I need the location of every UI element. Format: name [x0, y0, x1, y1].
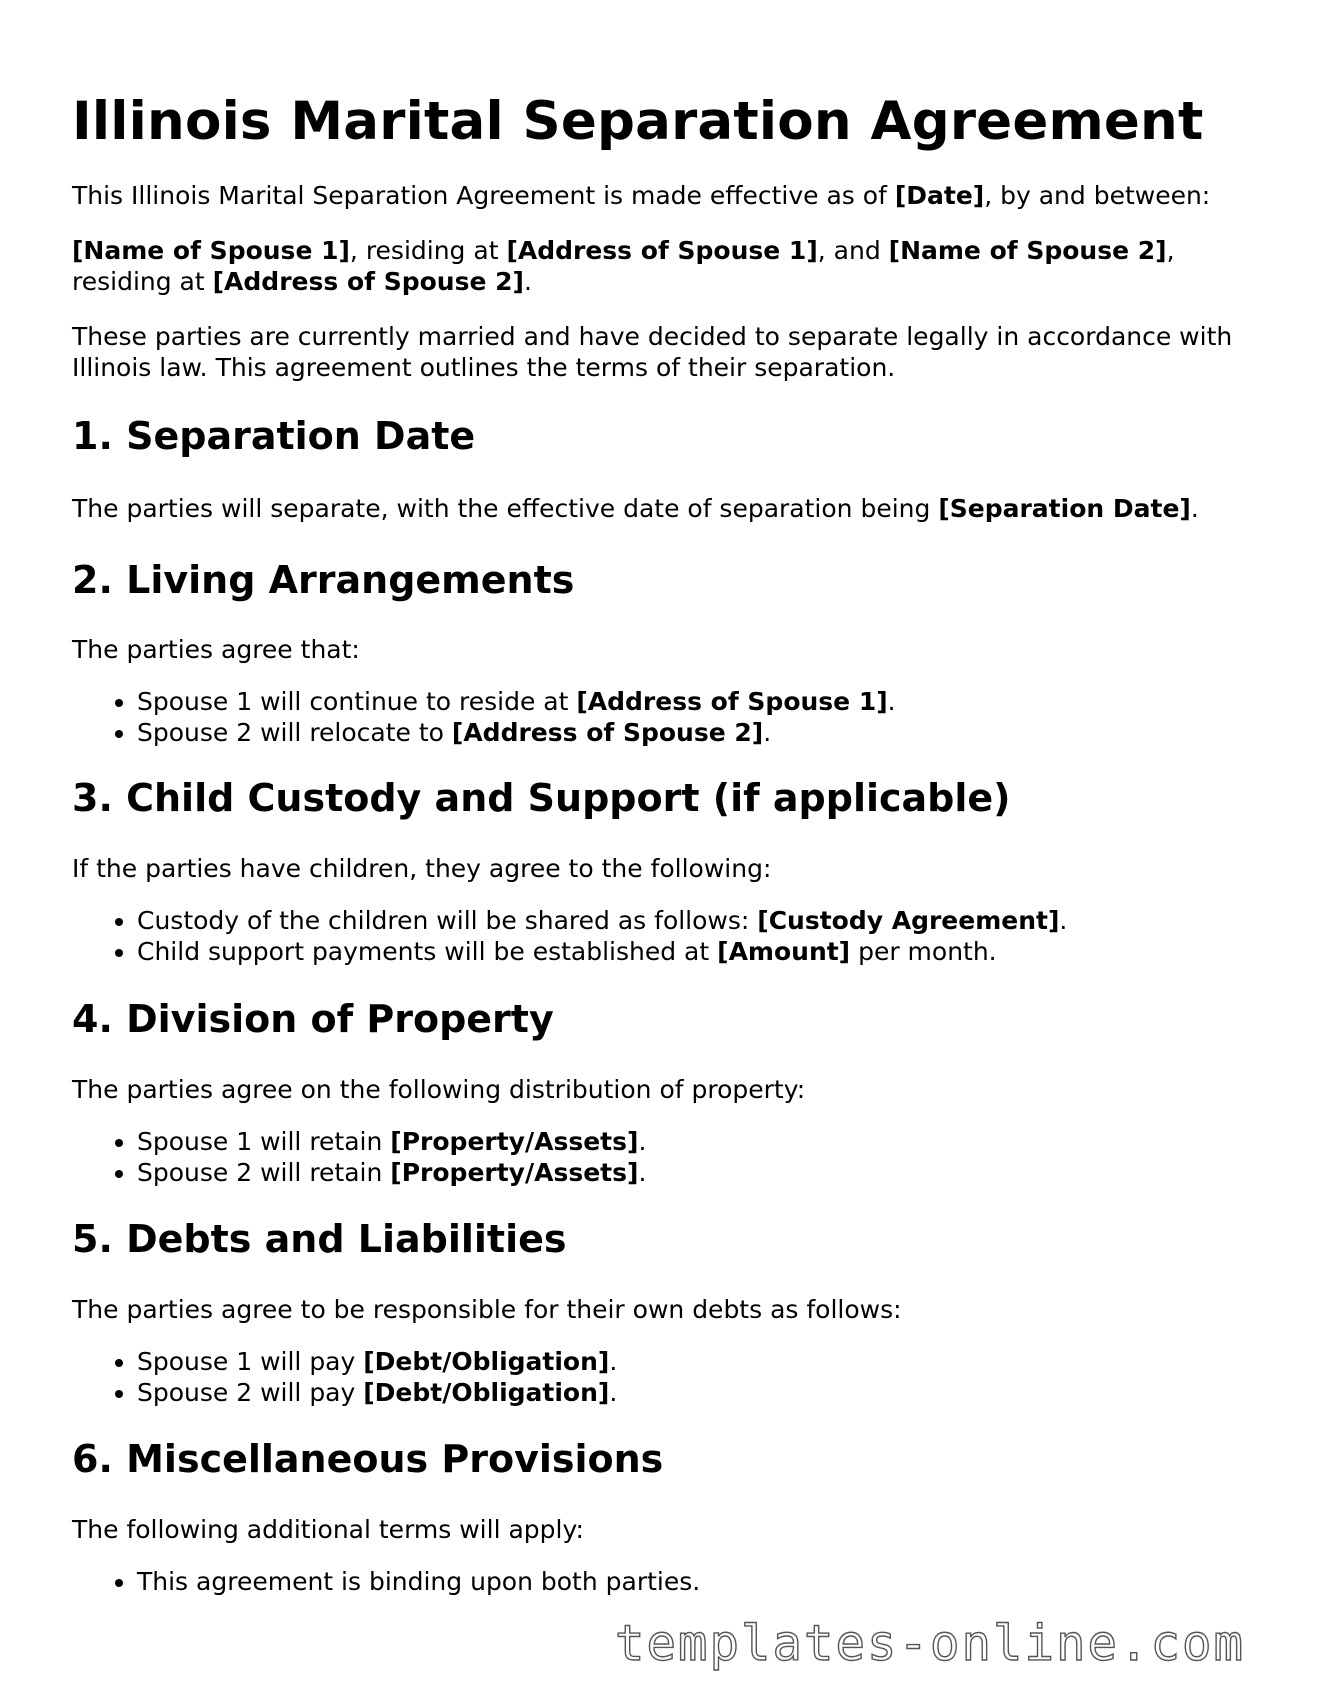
spouse1-address-field: [Address of Spouse 1]	[506, 236, 818, 265]
list-item	[137, 717, 1252, 748]
list-item-text: Spouse 2 will retain	[137, 1158, 391, 1187]
section-lead-child-custody: If the parties have children, they agree to the following:	[72, 854, 772, 883]
list-item	[137, 905, 1252, 936]
document-page	[72, 0, 1252, 1597]
list-item-text: Child support payments will be established at	[137, 937, 718, 966]
section-lead-living-arrangements: The parties agree that:	[72, 635, 360, 664]
list-item	[137, 936, 1252, 967]
spouse2-address-field: [Address of Spouse 2]	[212, 267, 524, 296]
list-item-text: .	[638, 1158, 647, 1187]
section-lead-debts-and-liabilities: The parties agree to be responsible for their own debts as follows:	[72, 1295, 902, 1324]
intro-text: , residing at	[349, 236, 507, 265]
section-text-separation-date	[72, 493, 1252, 524]
section-heading-separation-date: 1. Separation Date	[72, 414, 476, 458]
amount-field: [Amount]	[717, 937, 851, 966]
watermark: templates-online.com	[615, 1615, 1246, 1672]
intro-text: , residing at	[72, 236, 1175, 296]
section-heading-debts-and-liabilities: 5. Debts and Liabilities	[72, 1217, 567, 1261]
list-item-text: .	[638, 1127, 647, 1156]
intro-text: , and	[817, 236, 889, 265]
date-field: [Date]	[894, 181, 985, 210]
spouse2-address-field: [Address of Spouse 2]	[451, 718, 764, 747]
intro-purpose: These parties are currently married and have decided to separate legally in accordance with Illinois law. This agreement outlines the terms of their separation.	[72, 322, 1233, 382]
list-item	[137, 1157, 1252, 1188]
miscellaneous-provisions-list	[72, 1566, 1252, 1597]
custody-agreement-field: [Custody Agreement]	[757, 906, 1060, 935]
section-lead-miscellaneous-provisions: The following additional terms will apply:	[72, 1515, 584, 1544]
list-item-text: Spouse 1 will pay	[137, 1347, 364, 1376]
living-arrangements-list	[72, 686, 1252, 748]
list-item	[137, 1346, 1252, 1377]
property-assets-field: [Property/Assets]	[390, 1158, 639, 1187]
section-heading-child-custody: 3. Child Custody and Support (if applicable)	[72, 776, 1011, 820]
list-item-text: .	[1059, 906, 1068, 935]
list-item-text: .	[763, 718, 772, 747]
list-item-text: Spouse 1 will retain	[137, 1127, 391, 1156]
spouse1-address-field: [Address of Spouse 1]	[576, 687, 888, 716]
section-heading-division-of-property: 4. Division of Property	[72, 997, 554, 1041]
list-item-text: .	[887, 687, 896, 716]
list-item-text: per month.	[850, 937, 997, 966]
section-lead-division-of-property: The parties agree on the following distribution of property:	[72, 1075, 806, 1104]
list-item-text: Spouse 2 will pay	[137, 1378, 364, 1407]
section-text: The parties will separate, with the effective date of separation being	[72, 494, 939, 523]
intro-effective-date	[72, 180, 1252, 211]
document-title: Illinois Marital Separation Agreement	[72, 91, 1204, 152]
list-item-text: Spouse 2 will relocate to	[137, 718, 452, 747]
list-item-text: Spouse 1 will continue to reside at	[137, 687, 577, 716]
spouse2-name-field: [Name of Spouse 2]	[888, 236, 1167, 265]
list-item: • This agreement is binding upon both parties.	[137, 1566, 1252, 1597]
debt-obligation-field: [Debt/Obligation]	[363, 1378, 610, 1407]
debt-obligation-field: [Debt/Obligation]	[363, 1347, 610, 1376]
debts-and-liabilities-list	[72, 1346, 1252, 1408]
list-item	[137, 1126, 1252, 1157]
separation-date-field: [Separation Date]	[938, 494, 1191, 523]
intro-text: .	[523, 267, 532, 296]
intro-text: This Illinois Marital Separation Agreement is made effective as of	[72, 181, 895, 210]
child-custody-list	[72, 905, 1252, 967]
list-item	[137, 686, 1252, 717]
section-text: .	[1190, 494, 1199, 523]
list-item-text: .	[609, 1347, 618, 1376]
section-heading-miscellaneous-provisions: 6. Miscellaneous Provisions	[72, 1437, 664, 1481]
intro-text: , by and between:	[984, 181, 1211, 210]
division-of-property-list	[72, 1126, 1252, 1188]
intro-parties	[72, 235, 1252, 297]
list-item-text: Custody of the children will be shared as follows:	[137, 906, 758, 935]
spouse1-name-field: [Name of Spouse 1]	[72, 236, 350, 265]
section-heading-living-arrangements: 2. Living Arrangements	[72, 558, 575, 602]
list-item-text: .	[609, 1378, 618, 1407]
property-assets-field: [Property/Assets]	[390, 1127, 639, 1156]
list-item	[137, 1377, 1252, 1408]
